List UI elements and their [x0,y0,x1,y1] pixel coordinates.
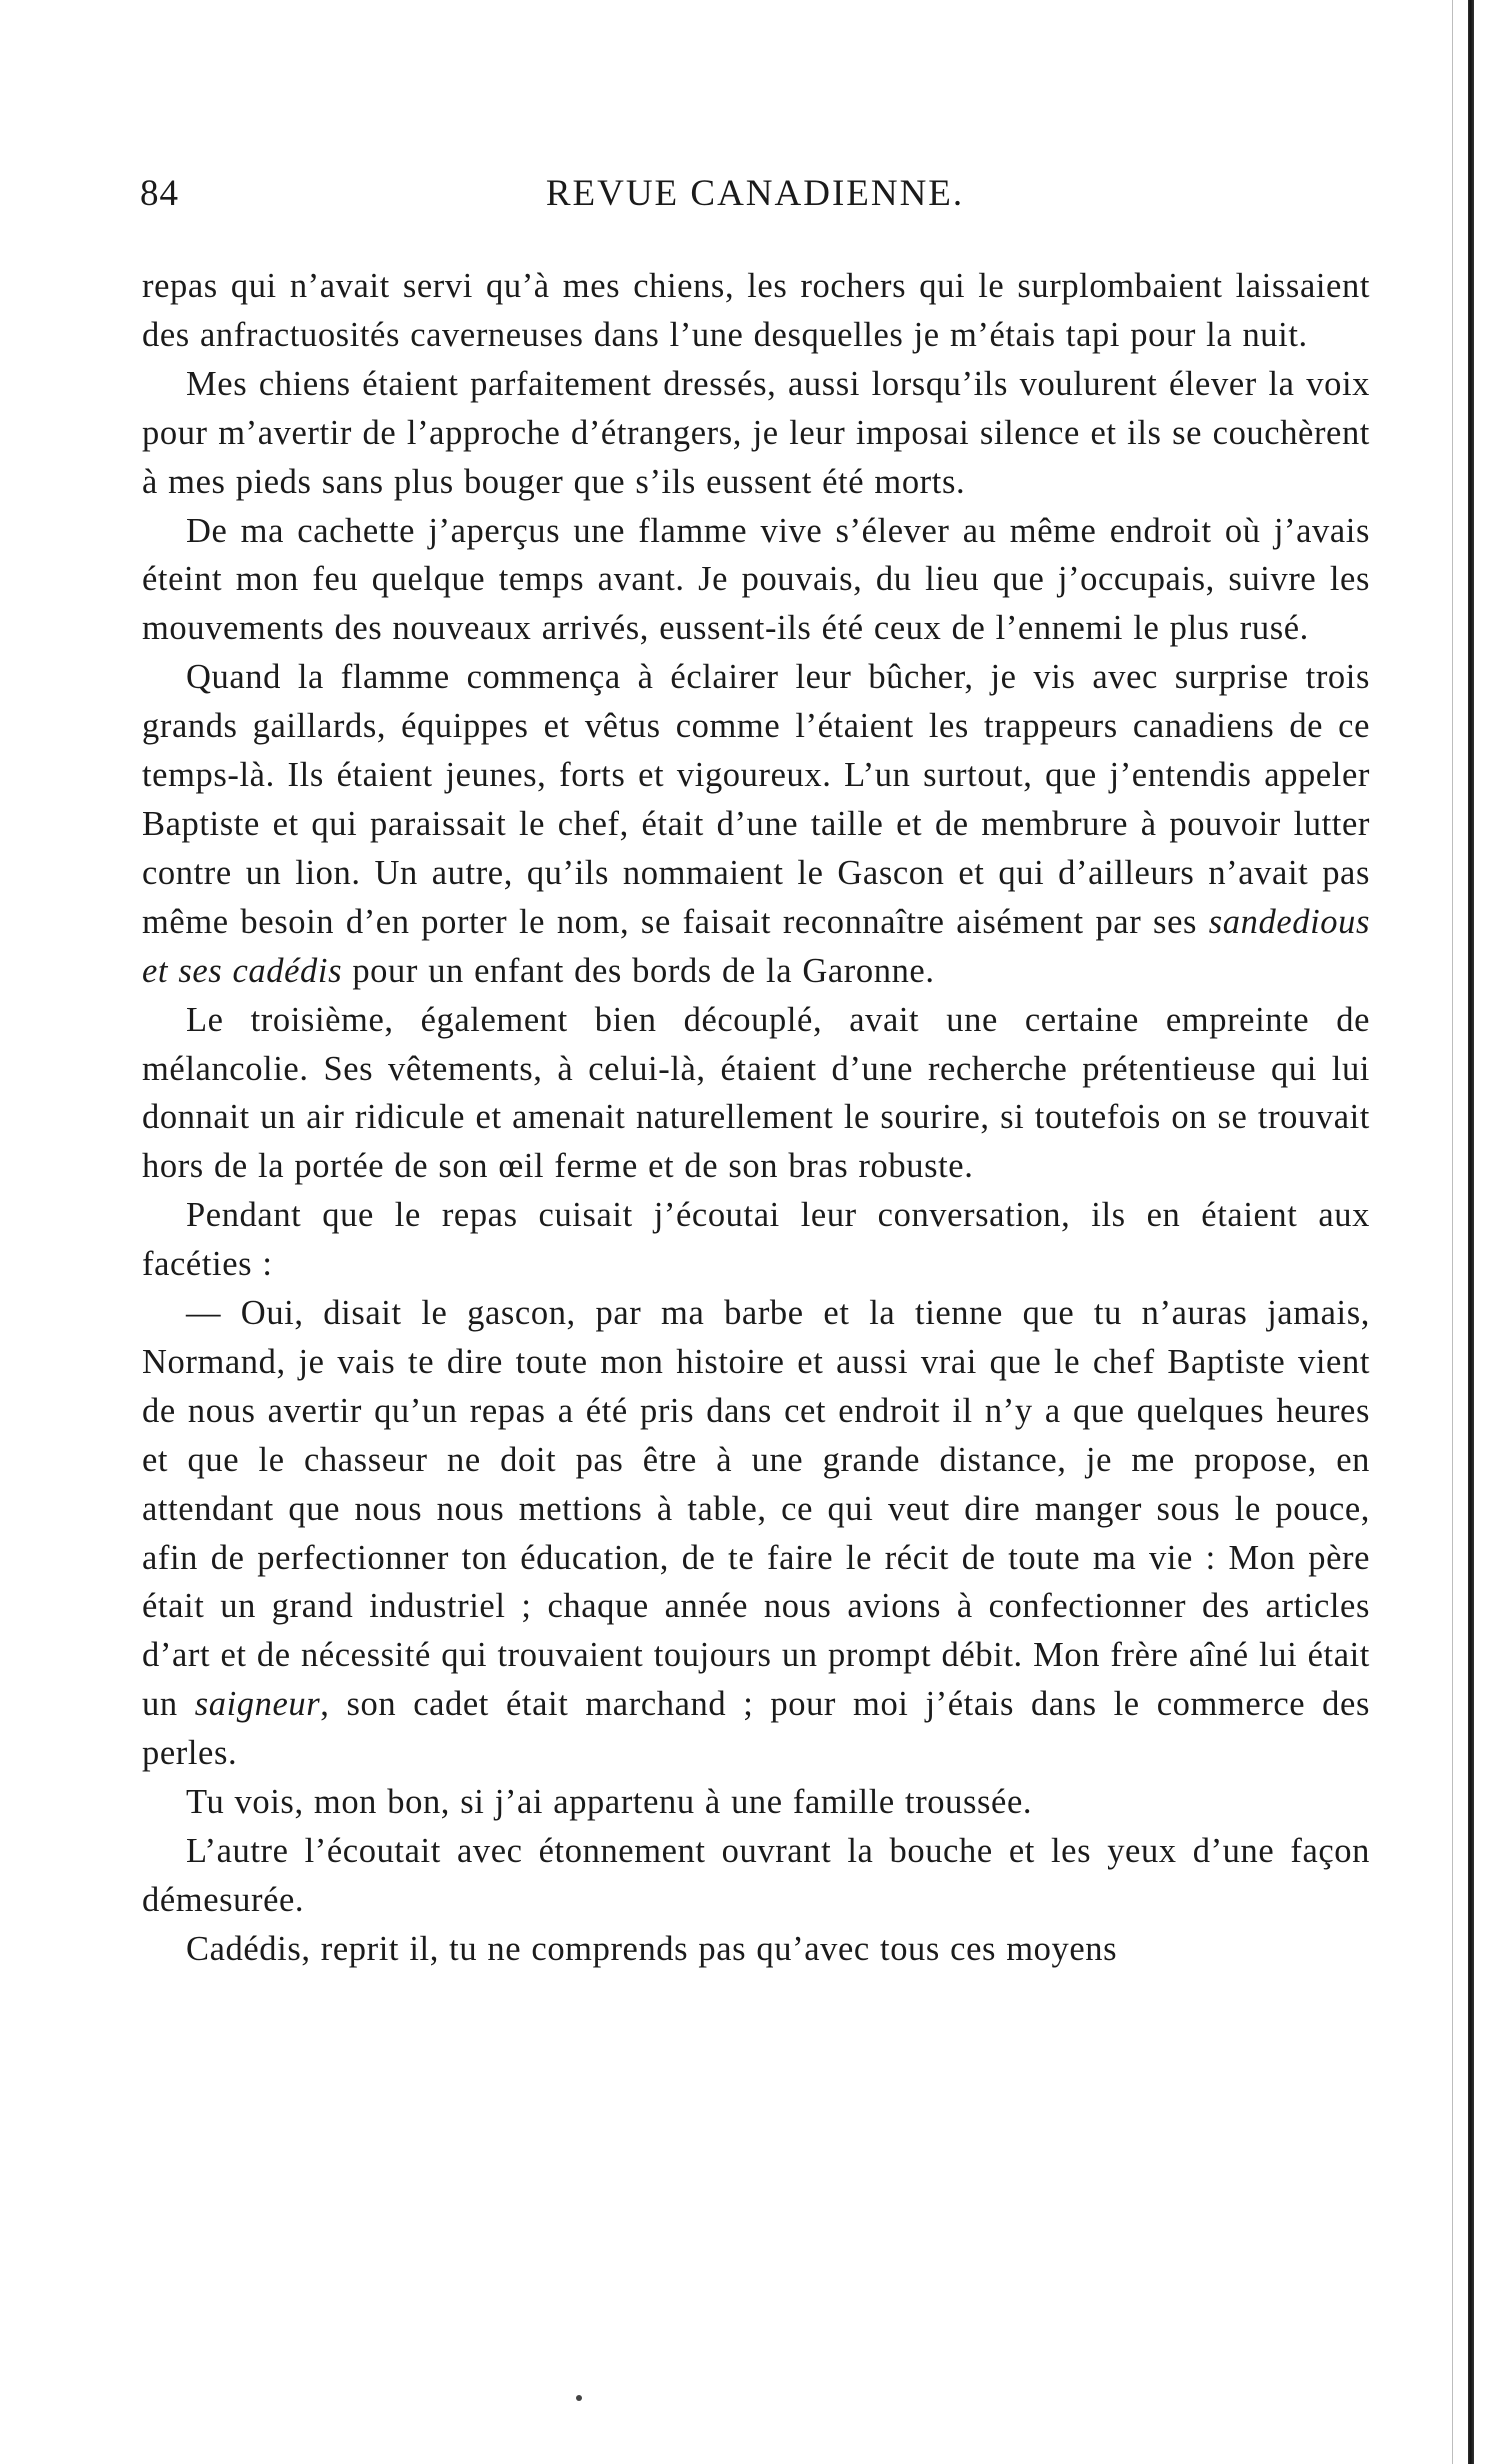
paragraph-4-text-end: pour un enfant des bords de la Garonne. [342,951,935,990]
paragraph-8 [142,1778,1370,1827]
paragraph-4-emphasis: sandedious et ses cadédis [142,902,1370,990]
page-edge-shadow [1452,0,1453,2464]
paragraph-4 [142,653,1370,995]
paragraph-2 [142,360,1370,507]
paragraph-1 [142,262,1370,360]
paragraph-7-emphasis: saigneur [194,1685,321,1724]
paragraph-6-text: Pendant que le repas cuisait j’écoutai leur conversation, ils en étaient aux facéties : [142,1196,1370,1284]
paragraph-10-text: Cadédis, reprit il, tu ne comprends pas qu’avec tous ces moyens [186,1929,1118,1968]
paragraph-4-text: Quand la flamme commença à éclairer leur bûcher, je vis avec surprise trois grands gaillards, équippes et vêtus comme l’étaient les trappeurs canadiens de ce temps-là. Ils étaient jeunes, forts et vigoureux. L’un surtout, que j’entendis appeler Baptiste et qui paraissait le chef, était d’une taille et de membrure à pouvoir lutter contre un lion. Un autre, qu’ils nommaient le Gascon et qui d’ailleurs n’avait pas même besoin d’en porter le nom, se faisait reconnaître aisément par ses [142,658,1370,941]
running-title: REVUE CANADIENNE. [545,173,965,214]
paragraph-9 [142,1827,1370,1925]
paragraph-5-text: Le troisième, également bien découplé, avait une certaine empreinte de mélancolie. Ses vêtements, à celui-là, étaient d’une recherche prétentieuse qui lui donnait un air ridicule et amenait naturellement le sourire, si toutefois on se trouvait hors de la portée de son œil ferme et de son bras robuste. [142,1000,1370,1186]
paragraph-5 [142,996,1370,1192]
binding-edge [1468,0,1474,2464]
paragraph-7 [142,1289,1370,1778]
paragraph-7-text-end: , son cadet était marchand ; pour moi j’étais dans le commerce des perles. [142,1685,1370,1773]
paragraph-8-text: Tu vois, mon bon, si j’ai appartenu à une famille troussée. [186,1783,1033,1822]
paragraph-9-text: L’autre l’écoutait avec étonnement ouvrant la bouche et les yeux d’une façon démesurée. [142,1832,1370,1919]
paragraph-3-text: De ma cachette j’aperçus une flamme vive s’élever au même endroit où j’avais éteint mon feu quelque temps avant. Je pouvais, du lieu que j’occupais, suivre les mouvements des nouveaux arrivés, eussent-ils été ceux de l’ennemi le plus rusé. [142,511,1370,648]
paragraph-10 [142,1925,1370,1974]
paragraph-6 [142,1191,1370,1289]
paragraph-2-text: Mes chiens étaient parfaitement dressés, aussi lorsqu’ils voulurent élever la voix pour m’avertir de l’approche d’étrangers, je leur imposai silence et ils se couchèrent à mes pieds sans plus bouger que s’ils eussent été morts. [142,364,1370,501]
paragraph-1-text: repas qui n’avait servi qu’à mes chiens, les rochers qui le surplombaient laissaient des anfractuosités caverneuses dans l’une desquelles je m’étais tapi pour la nuit. [142,267,1370,354]
body-text [142,262,1370,1974]
ink-speck [576,2395,582,2401]
paragraph-7-text: — Oui, disait le gascon, par ma barbe et la tienne que tu n’auras jamais, Normand, je vais te dire toute mon histoire et aussi vrai que le chef Baptiste vient de nous avertir qu’un repas a été pris dans cet endroit il n’y a que quelques heures et que le chasseur ne doit pas être à une grande distance, je me propose, en attendant que nous nous mettions à table, ce qui veut dire manger sous le pouce, afin de perfectionner ton éducation, de te faire le récit de toute ma vie : Mon père était un grand industriel ; chaque année nous avions à confectionner des articles d’art et de nécessité qui trouvaient toujours un prompt débit. Mon frère aîné lui était un [142,1294,1370,1724]
page-header [140,172,1370,232]
page-number: 84 [140,173,179,214]
paragraph-3 [142,507,1370,654]
